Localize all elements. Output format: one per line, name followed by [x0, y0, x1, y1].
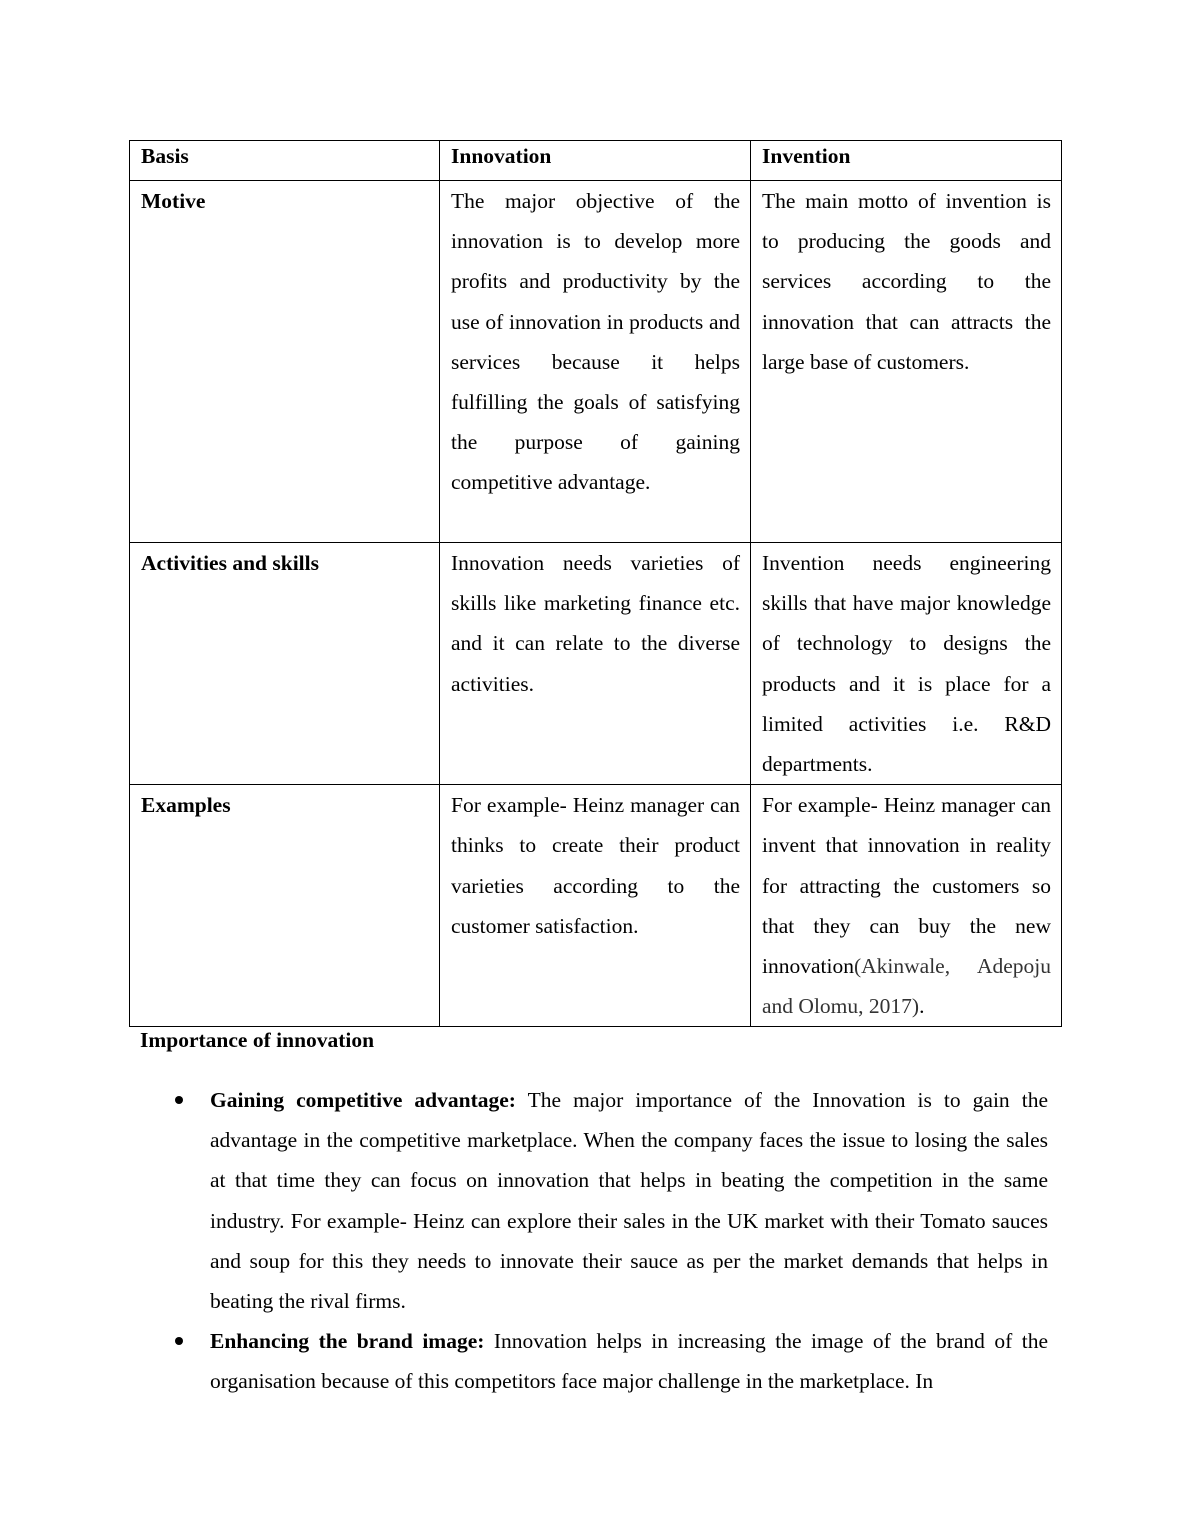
list-item [210, 1080, 1048, 1321]
bullet-text: The major importance of the Innovation is to gain the advantage in the competitive marketplace. When the company faces the issue to losing the sales at that time they can focus on innovation that helps in beating the competition in the same industry. For example- Heinz can explore their sales in the UK market with their Tomato sauces and soup for this they needs to innovate their sauce as per the market demands that helps in beating the rival firms. [210, 1088, 1048, 1314]
bullet-title: Enhancing the brand image: [210, 1329, 485, 1354]
table-row [130, 181, 1062, 543]
citation-end: . [919, 994, 925, 1019]
table-header-row [130, 141, 1062, 181]
row-invention-examples [751, 785, 1062, 1027]
row-invention-activities: Invention needs engineering skills that have major knowledge of technology to designs the products and it is place for a limited activities i.e. R&D departments. [751, 543, 1062, 785]
row-basis-examples: Examples [130, 785, 440, 1027]
header-basis: Basis [130, 141, 440, 181]
bullet-icon [175, 1096, 183, 1104]
table-row [130, 543, 1062, 785]
header-innovation: Innovation [440, 141, 751, 181]
importance-list [210, 1080, 1048, 1402]
comparison-table [129, 140, 1062, 1027]
header-invention: Invention [751, 141, 1062, 181]
bullet-title: Gaining competitive advantage: [210, 1088, 516, 1112]
bullet-text: Innovation helps in increasing the image of the brand of the organisation because of this competitors face major challenge in the marketplace. In [210, 1329, 1048, 1394]
row-invention-motive: The main motto of invention is to producing the goods and services according to the innovation that can attracts the large base of customers. [751, 181, 1062, 543]
bullet-icon [175, 1337, 183, 1345]
row-innovation-motive: The major objective of the innovation is to develop more profits and productivity by the use of innovation in products and services because it helps fulfilling the goals of satisfying the purpose of gaining competitive advantage. [440, 181, 751, 543]
list-item [210, 1321, 1048, 1401]
row-basis-motive: Motive [130, 181, 440, 543]
table-row [130, 785, 1062, 1027]
section-heading: Importance of innovation [140, 1028, 375, 1052]
row-innovation-activities: Innovation needs varieties of skills like marketing finance etc. and it can relate to the diverse activities. [440, 543, 751, 785]
row-innovation-examples: For example- Heinz manager can thinks to create their product varieties according to the customer satisfaction. [440, 785, 751, 1027]
invention-example-text: For example- Heinz manager can invent that innovation in reality for attracting the customers so that they can buy the new innovation [762, 793, 1051, 979]
row-basis-activities: Activities and skills [130, 543, 440, 785]
citation: (Akinwale, Adepoju and Olomu, 2017) [762, 954, 1051, 1019]
